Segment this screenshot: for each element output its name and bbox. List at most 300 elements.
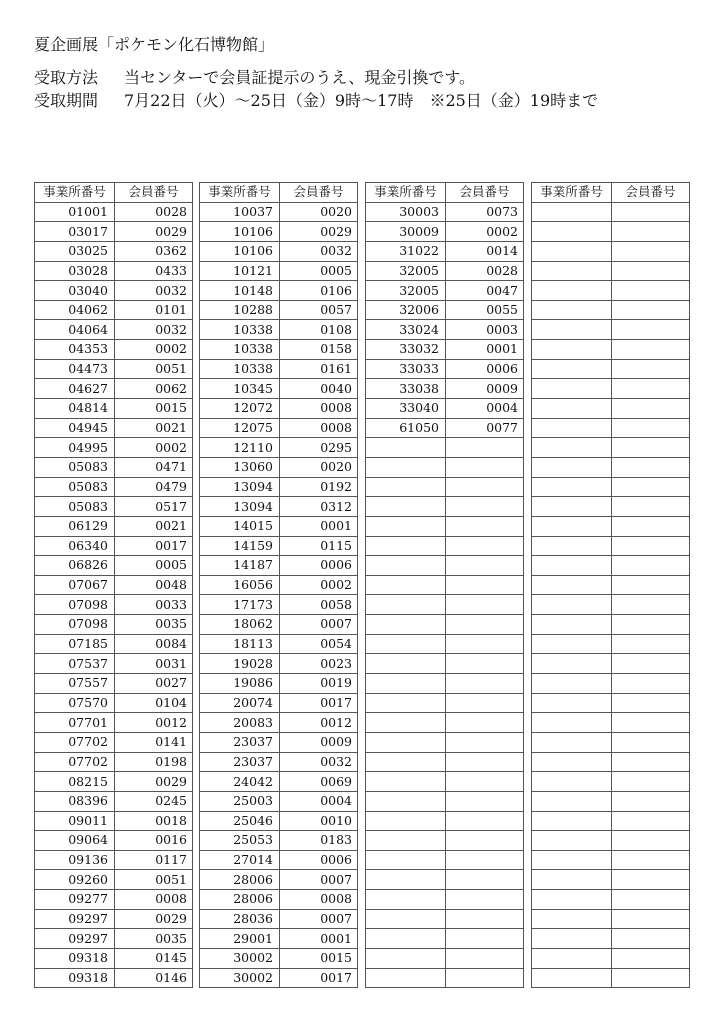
member-number-cell: 0010 (280, 811, 358, 831)
member-number-cell (446, 713, 524, 733)
office-number-cell: 01001 (35, 202, 115, 222)
member-number-cell: 0008 (280, 418, 358, 438)
member-number-cell (612, 615, 690, 635)
table-row (200, 929, 358, 949)
table-row (35, 968, 193, 988)
table-row (532, 732, 690, 752)
table-row (366, 536, 524, 556)
member-number-cell: 0015 (280, 948, 358, 968)
table-row (366, 929, 524, 949)
table-row (366, 241, 524, 261)
table-row (35, 497, 193, 517)
table-header-row (200, 183, 358, 203)
office-number-cell: 04473 (35, 359, 115, 379)
table-row (366, 418, 524, 438)
table-row (366, 909, 524, 929)
table-row (35, 634, 193, 654)
table-row (532, 457, 690, 477)
office-number-cell (366, 438, 446, 458)
table-row (366, 811, 524, 831)
member-number-cell: 0014 (446, 241, 524, 261)
table-row (200, 536, 358, 556)
office-number-cell (532, 340, 612, 360)
table-row (532, 772, 690, 792)
member-table-3 (365, 182, 524, 988)
member-number-cell: 0004 (446, 399, 524, 419)
office-number-cell (366, 870, 446, 890)
office-number-cell (366, 536, 446, 556)
office-number-cell: 14187 (200, 556, 280, 576)
member-number-cell: 0032 (115, 281, 193, 301)
table-row (366, 634, 524, 654)
table-row (35, 948, 193, 968)
member-number-cell (446, 438, 524, 458)
member-number-cell (612, 261, 690, 281)
office-number-header: 事業所番号 (366, 183, 446, 203)
office-number-cell: 30003 (366, 202, 446, 222)
office-number-cell: 03017 (35, 222, 115, 242)
table-row (532, 261, 690, 281)
table-row (200, 300, 358, 320)
member-number-cell: 0433 (115, 261, 193, 281)
member-number-cell (612, 379, 690, 399)
table-row (366, 595, 524, 615)
office-number-cell: 07702 (35, 732, 115, 752)
member-number-cell: 0362 (115, 241, 193, 261)
member-number-cell: 0198 (115, 752, 193, 772)
office-number-cell: 18062 (200, 615, 280, 635)
member-number-cell: 0471 (115, 457, 193, 477)
office-number-cell (366, 516, 446, 536)
office-number-cell (532, 320, 612, 340)
member-number-cell (446, 811, 524, 831)
office-number-cell: 03028 (35, 261, 115, 281)
member-number-cell: 0058 (280, 595, 358, 615)
table-row (35, 890, 193, 910)
table-row (200, 241, 358, 261)
office-number-cell: 13094 (200, 477, 280, 497)
member-number-cell: 0027 (115, 674, 193, 694)
member-number-cell: 0004 (280, 791, 358, 811)
member-number-header: 会員番号 (280, 183, 358, 203)
office-number-cell (366, 890, 446, 910)
office-number-cell (532, 595, 612, 615)
office-number-cell: 13060 (200, 457, 280, 477)
member-number-cell: 0028 (115, 202, 193, 222)
member-number-cell: 0158 (280, 340, 358, 360)
table-row (200, 791, 358, 811)
table-row (200, 575, 358, 595)
member-number-cell: 0017 (280, 968, 358, 988)
pickup-method-text: 当センターで会員証提示のうえ、現金引換です。 (124, 68, 476, 87)
table-row (532, 850, 690, 870)
table-row (200, 831, 358, 851)
member-number-cell (612, 202, 690, 222)
pickup-method-line (34, 68, 475, 88)
office-number-cell (366, 948, 446, 968)
member-number-cell: 0479 (115, 477, 193, 497)
table-row (366, 477, 524, 497)
office-number-cell (366, 929, 446, 949)
table-row (532, 693, 690, 713)
office-number-cell: 32006 (366, 300, 446, 320)
table-row (200, 222, 358, 242)
table-row (200, 477, 358, 497)
office-number-cell (532, 359, 612, 379)
office-number-cell: 04627 (35, 379, 115, 399)
member-number-cell (612, 438, 690, 458)
office-number-cell: 33038 (366, 379, 446, 399)
member-number-cell: 0012 (280, 713, 358, 733)
table-row (35, 418, 193, 438)
member-number-cell: 0017 (280, 693, 358, 713)
member-number-cell: 0001 (280, 516, 358, 536)
office-number-cell: 30009 (366, 222, 446, 242)
table-row (366, 674, 524, 694)
table-row (532, 870, 690, 890)
member-number-cell (612, 477, 690, 497)
table-row (35, 929, 193, 949)
office-number-cell: 27014 (200, 850, 280, 870)
member-number-cell (446, 634, 524, 654)
office-number-cell (366, 497, 446, 517)
member-number-cell (612, 241, 690, 261)
member-number-cell (612, 281, 690, 301)
office-number-cell: 06129 (35, 516, 115, 536)
office-number-cell: 07098 (35, 595, 115, 615)
table-row (532, 674, 690, 694)
member-number-cell: 0006 (446, 359, 524, 379)
member-number-cell (446, 516, 524, 536)
office-number-cell: 10106 (200, 241, 280, 261)
table-row (35, 359, 193, 379)
table-row (532, 615, 690, 635)
member-number-cell: 0005 (115, 556, 193, 576)
member-number-cell: 0295 (280, 438, 358, 458)
table-row (532, 418, 690, 438)
table-row (35, 752, 193, 772)
office-number-cell: 09011 (35, 811, 115, 831)
table-row (35, 654, 193, 674)
table-row (532, 320, 690, 340)
table-row (532, 399, 690, 419)
office-number-cell (532, 556, 612, 576)
office-number-cell (532, 713, 612, 733)
table-row (366, 693, 524, 713)
member-number-cell (446, 831, 524, 851)
table-row (532, 791, 690, 811)
table-row (35, 399, 193, 419)
office-number-cell (532, 968, 612, 988)
office-number-cell (532, 929, 612, 949)
office-number-cell: 05083 (35, 457, 115, 477)
office-number-cell (532, 831, 612, 851)
pickup-period-label: 受取期間 (34, 91, 99, 110)
office-number-cell: 10338 (200, 340, 280, 360)
member-number-cell (446, 556, 524, 576)
office-number-cell: 31022 (366, 241, 446, 261)
office-number-header: 事業所番号 (532, 183, 612, 203)
member-number-cell: 0005 (280, 261, 358, 281)
office-number-cell (366, 674, 446, 694)
table-row (366, 732, 524, 752)
table-row (35, 595, 193, 615)
table-row (200, 379, 358, 399)
table-row (366, 752, 524, 772)
table-row (200, 752, 358, 772)
office-number-cell (366, 457, 446, 477)
office-number-cell: 07557 (35, 674, 115, 694)
member-number-cell (446, 674, 524, 694)
member-number-cell: 0047 (446, 281, 524, 301)
member-number-cell (446, 890, 524, 910)
member-number-cell (612, 850, 690, 870)
table-row (366, 399, 524, 419)
member-number-cell: 0054 (280, 634, 358, 654)
member-number-cell (446, 929, 524, 949)
member-number-cell: 0016 (115, 831, 193, 851)
office-number-cell (532, 772, 612, 792)
member-number-cell: 0023 (280, 654, 358, 674)
office-number-cell (366, 772, 446, 792)
table-row (532, 556, 690, 576)
member-number-cell (446, 870, 524, 890)
pickup-period-text: 7月22日（火）～25日（金）9時～17時 ※25日（金）19時まで (124, 91, 599, 110)
member-number-cell (612, 634, 690, 654)
office-number-cell (366, 811, 446, 831)
member-number-cell (446, 850, 524, 870)
office-number-cell: 24042 (200, 772, 280, 792)
table-row (200, 399, 358, 419)
table-row (366, 713, 524, 733)
member-number-cell: 0312 (280, 497, 358, 517)
member-number-cell (612, 536, 690, 556)
member-number-cell: 0040 (280, 379, 358, 399)
member-number-cell (612, 909, 690, 929)
member-number-cell: 0021 (115, 516, 193, 536)
member-number-cell: 0161 (280, 359, 358, 379)
office-number-cell: 07537 (35, 654, 115, 674)
member-number-cell (612, 890, 690, 910)
office-number-cell: 04814 (35, 399, 115, 419)
table-row (35, 693, 193, 713)
member-table-4 (531, 182, 690, 988)
office-number-cell (366, 615, 446, 635)
office-number-cell (532, 281, 612, 301)
member-number-cell (446, 791, 524, 811)
office-number-cell: 25046 (200, 811, 280, 831)
office-number-cell: 20083 (200, 713, 280, 733)
member-number-cell: 0020 (280, 457, 358, 477)
office-number-cell: 05083 (35, 477, 115, 497)
member-number-cell: 0007 (280, 870, 358, 890)
member-number-cell: 0062 (115, 379, 193, 399)
member-number-cell (612, 575, 690, 595)
member-number-cell: 0021 (115, 418, 193, 438)
office-number-cell (532, 261, 612, 281)
member-number-cell (446, 909, 524, 929)
table-row (35, 438, 193, 458)
member-number-cell: 0029 (280, 222, 358, 242)
member-number-header: 会員番号 (612, 183, 690, 203)
table-row (532, 890, 690, 910)
office-number-cell (366, 732, 446, 752)
table-row (200, 693, 358, 713)
table-row (366, 320, 524, 340)
office-number-cell: 09318 (35, 948, 115, 968)
office-number-cell (532, 202, 612, 222)
member-number-cell: 0077 (446, 418, 524, 438)
office-number-cell: 09297 (35, 909, 115, 929)
office-number-cell (366, 693, 446, 713)
table-row (366, 457, 524, 477)
office-number-cell: 33032 (366, 340, 446, 360)
member-number-cell: 0006 (280, 850, 358, 870)
table-row (366, 870, 524, 890)
office-number-cell: 61050 (366, 418, 446, 438)
office-number-cell (366, 752, 446, 772)
member-number-cell: 0012 (115, 713, 193, 733)
table-row (35, 575, 193, 595)
member-number-cell: 0002 (115, 340, 193, 360)
member-number-cell (446, 497, 524, 517)
table-row (366, 359, 524, 379)
office-number-cell (532, 379, 612, 399)
member-number-cell (446, 968, 524, 988)
member-table-2 (199, 182, 358, 988)
table-row (532, 713, 690, 733)
member-number-cell (612, 516, 690, 536)
office-number-cell (532, 752, 612, 772)
member-number-cell: 0006 (280, 556, 358, 576)
member-number-cell: 0002 (115, 438, 193, 458)
office-number-cell (532, 497, 612, 517)
office-number-cell: 07570 (35, 693, 115, 713)
table-row (532, 948, 690, 968)
table-row (366, 615, 524, 635)
member-number-cell (612, 340, 690, 360)
office-number-cell: 06826 (35, 556, 115, 576)
office-number-cell: 28006 (200, 870, 280, 890)
office-number-cell (366, 595, 446, 615)
table-row (366, 831, 524, 851)
member-number-cell: 0029 (115, 772, 193, 792)
office-number-cell (532, 890, 612, 910)
member-number-cell (612, 418, 690, 438)
table-row (532, 634, 690, 654)
office-number-cell: 10345 (200, 379, 280, 399)
table-row (35, 811, 193, 831)
table-row (200, 850, 358, 870)
office-number-cell (366, 575, 446, 595)
table-row (366, 516, 524, 536)
member-number-cell (612, 772, 690, 792)
table-row (532, 222, 690, 242)
office-number-cell (532, 732, 612, 752)
member-number-cell (446, 772, 524, 792)
member-number-cell: 0051 (115, 359, 193, 379)
office-number-cell: 09297 (35, 929, 115, 949)
office-number-cell: 19028 (200, 654, 280, 674)
office-number-cell (532, 516, 612, 536)
table-row (35, 850, 193, 870)
table-row (532, 575, 690, 595)
office-number-cell: 08396 (35, 791, 115, 811)
office-number-cell (532, 615, 612, 635)
member-number-cell: 0019 (280, 674, 358, 694)
table-row (532, 359, 690, 379)
table-row (532, 281, 690, 301)
table-row (532, 340, 690, 360)
office-number-cell: 17173 (200, 595, 280, 615)
office-number-cell (532, 222, 612, 242)
office-number-cell: 32005 (366, 261, 446, 281)
table-row (532, 477, 690, 497)
office-number-cell: 03025 (35, 241, 115, 261)
member-number-cell: 0033 (115, 595, 193, 615)
table-row (200, 418, 358, 438)
table-row (35, 261, 193, 281)
office-number-cell: 07098 (35, 615, 115, 635)
office-number-cell: 12110 (200, 438, 280, 458)
table-row (35, 320, 193, 340)
table-row (35, 379, 193, 399)
office-number-cell (532, 399, 612, 419)
office-number-cell (532, 575, 612, 595)
member-number-cell: 0032 (280, 241, 358, 261)
table-row (532, 654, 690, 674)
table-row (366, 556, 524, 576)
table-row (35, 300, 193, 320)
table-row (366, 791, 524, 811)
member-number-cell: 0245 (115, 791, 193, 811)
office-number-cell: 04995 (35, 438, 115, 458)
member-number-cell (612, 870, 690, 890)
table-row (200, 516, 358, 536)
table-row (35, 222, 193, 242)
member-number-cell: 0115 (280, 536, 358, 556)
table-row (35, 772, 193, 792)
table-row (35, 241, 193, 261)
table-row (532, 595, 690, 615)
table-row (200, 890, 358, 910)
member-number-cell (612, 497, 690, 517)
member-number-cell: 0055 (446, 300, 524, 320)
member-number-cell (612, 399, 690, 419)
table-row (200, 634, 358, 654)
member-number-cell (446, 457, 524, 477)
table-row (532, 202, 690, 222)
office-number-cell (532, 850, 612, 870)
office-number-cell (532, 634, 612, 654)
member-number-cell (612, 831, 690, 851)
office-number-cell: 09277 (35, 890, 115, 910)
table-row (200, 732, 358, 752)
table-row (532, 300, 690, 320)
table-row (532, 811, 690, 831)
table-row (35, 477, 193, 497)
member-number-cell (612, 811, 690, 831)
table-row (532, 379, 690, 399)
table-row (366, 772, 524, 792)
table-row (532, 752, 690, 772)
member-number-cell (446, 948, 524, 968)
table-header-row (35, 183, 193, 203)
member-number-cell (446, 752, 524, 772)
member-number-header: 会員番号 (115, 183, 193, 203)
member-number-cell (612, 713, 690, 733)
table-row (200, 968, 358, 988)
